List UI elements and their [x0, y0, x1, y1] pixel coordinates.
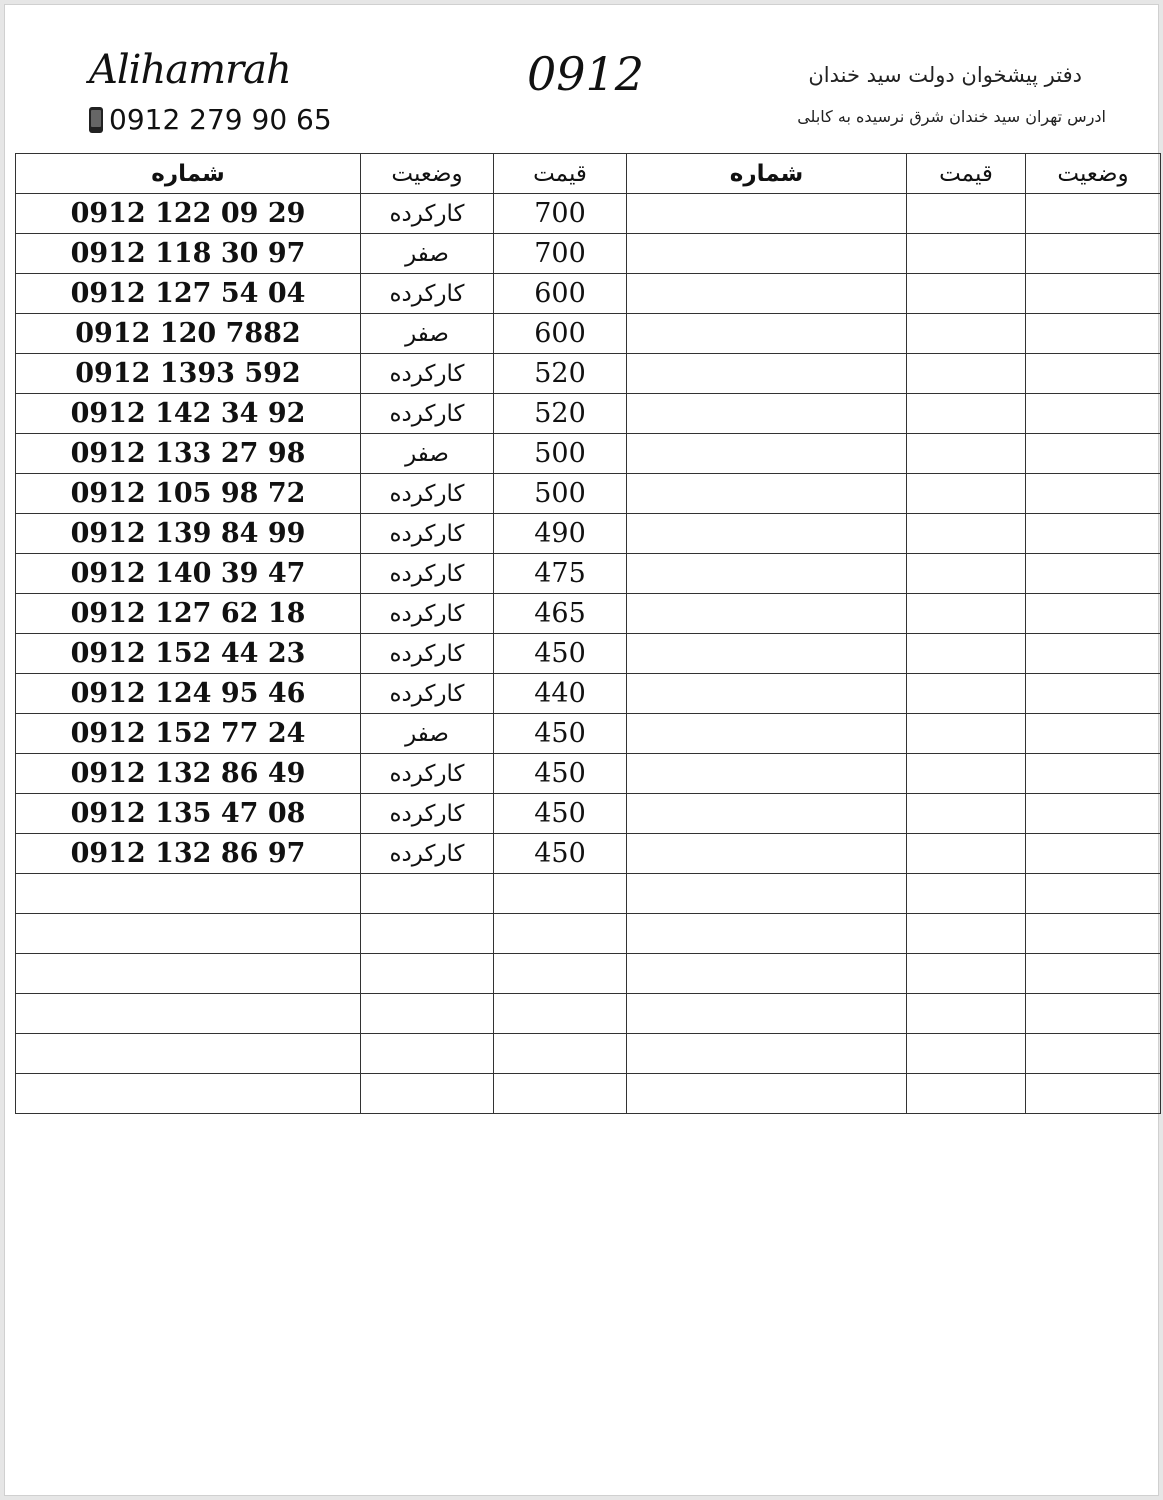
empty-cell	[1026, 594, 1161, 634]
status-cell: صفر	[361, 714, 494, 754]
empty-cell	[16, 994, 361, 1034]
empty-cell	[1026, 554, 1161, 594]
empty-cell	[907, 194, 1026, 234]
empty-cell	[907, 994, 1026, 1034]
empty-cell	[16, 874, 361, 914]
empty-table-row	[16, 1074, 1161, 1114]
price-cell: 700	[494, 194, 627, 234]
empty-cell	[907, 274, 1026, 314]
phone-number-cell: 0912 152 44 23	[16, 634, 361, 674]
phone-number-cell: 0912 133 27 98	[16, 434, 361, 474]
status-cell: صفر	[361, 314, 494, 354]
status-cell: کارکرده	[361, 754, 494, 794]
header-number: شماره	[16, 154, 361, 194]
table-row	[16, 594, 1161, 634]
table-row	[16, 234, 1161, 274]
empty-cell	[16, 914, 361, 954]
header-price: قیمت	[494, 154, 627, 194]
empty-table-row	[16, 994, 1161, 1034]
empty-cell	[627, 714, 907, 754]
mobile-phone-icon	[89, 107, 103, 133]
empty-cell	[907, 914, 1026, 954]
table-row	[16, 674, 1161, 714]
empty-cell	[1026, 874, 1161, 914]
price-cell: 600	[494, 314, 627, 354]
empty-cell	[361, 1034, 494, 1074]
price-cell: 450	[494, 714, 627, 754]
empty-cell	[1026, 354, 1161, 394]
status-cell: کارکرده	[361, 194, 494, 234]
empty-cell	[361, 1074, 494, 1114]
empty-cell	[361, 914, 494, 954]
empty-cell	[627, 234, 907, 274]
empty-cell	[627, 354, 907, 394]
empty-cell	[627, 834, 907, 874]
price-cell: 440	[494, 674, 627, 714]
status-cell: کارکرده	[361, 274, 494, 314]
price-cell: 475	[494, 554, 627, 594]
phone-number-cell: 0912 127 62 18	[16, 594, 361, 634]
header-number-2: شماره	[627, 154, 907, 194]
price-cell: 700	[494, 234, 627, 274]
empty-cell	[627, 1074, 907, 1114]
empty-cell	[907, 234, 1026, 274]
table-row	[16, 474, 1161, 514]
table-row	[16, 794, 1161, 834]
empty-cell	[907, 554, 1026, 594]
empty-cell	[627, 674, 907, 714]
empty-cell	[1026, 754, 1161, 794]
price-cell: 520	[494, 354, 627, 394]
empty-cell	[1026, 394, 1161, 434]
empty-table-row	[16, 954, 1161, 994]
empty-cell	[627, 514, 907, 554]
table-row	[16, 514, 1161, 554]
empty-cell	[907, 674, 1026, 714]
empty-table-row	[16, 1034, 1161, 1074]
status-cell: کارکرده	[361, 514, 494, 554]
empty-cell	[494, 874, 627, 914]
numbers-table	[15, 153, 1161, 1114]
empty-cell	[627, 394, 907, 434]
empty-cell	[907, 754, 1026, 794]
empty-cell	[16, 1034, 361, 1074]
contact-phone	[89, 103, 332, 136]
empty-cell	[907, 394, 1026, 434]
table-row	[16, 194, 1161, 234]
phone-number-cell: 0912 124 95 46	[16, 674, 361, 714]
empty-cell	[907, 594, 1026, 634]
empty-cell	[627, 594, 907, 634]
empty-cell	[1026, 994, 1161, 1034]
status-cell: کارکرده	[361, 354, 494, 394]
empty-cell	[1026, 714, 1161, 754]
empty-cell	[1026, 1074, 1161, 1114]
phone-number-cell: 0912 142 34 92	[16, 394, 361, 434]
phone-number-cell: 0912 135 47 08	[16, 794, 361, 834]
prefix-title: 0912	[527, 47, 645, 101]
price-cell: 450	[494, 794, 627, 834]
empty-cell	[1026, 194, 1161, 234]
table-row	[16, 754, 1161, 794]
price-cell: 520	[494, 394, 627, 434]
price-cell: 450	[494, 834, 627, 874]
empty-cell	[907, 434, 1026, 474]
price-cell: 490	[494, 514, 627, 554]
status-cell: صفر	[361, 434, 494, 474]
table-row	[16, 554, 1161, 594]
status-cell: کارکرده	[361, 634, 494, 674]
empty-cell	[494, 914, 627, 954]
phone-number-cell: 0912 152 77 24	[16, 714, 361, 754]
office-name: دفتر پیشخوان دولت سید خندان	[808, 63, 1082, 87]
status-cell: کارکرده	[361, 394, 494, 434]
status-cell: کارکرده	[361, 594, 494, 634]
empty-cell	[16, 954, 361, 994]
empty-cell	[627, 434, 907, 474]
price-cell: 500	[494, 474, 627, 514]
price-cell: 465	[494, 594, 627, 634]
empty-cell	[907, 1034, 1026, 1074]
empty-cell	[1026, 514, 1161, 554]
empty-cell	[494, 1034, 627, 1074]
empty-cell	[1026, 434, 1161, 474]
phone-number-cell: 0912 127 54 04	[16, 274, 361, 314]
empty-cell	[627, 274, 907, 314]
empty-cell	[361, 994, 494, 1034]
empty-cell	[627, 754, 907, 794]
phone-number-cell: 0912 118 30 97	[16, 234, 361, 274]
empty-cell	[627, 874, 907, 914]
empty-cell	[907, 354, 1026, 394]
empty-cell	[907, 1074, 1026, 1114]
status-cell: کارکرده	[361, 834, 494, 874]
empty-cell	[907, 634, 1026, 674]
header-price-2: قیمت	[907, 154, 1026, 194]
phone-number-cell: 0912 132 86 97	[16, 834, 361, 874]
phone-number-cell: 0912 140 39 47	[16, 554, 361, 594]
office-address: ادرس تهران سید خندان شرق نرسیده به کابلی	[797, 107, 1106, 126]
price-cell: 600	[494, 274, 627, 314]
empty-cell	[627, 794, 907, 834]
empty-cell	[907, 874, 1026, 914]
price-cell: 450	[494, 634, 627, 674]
empty-cell	[627, 634, 907, 674]
phone-number-cell: 0912 122 09 29	[16, 194, 361, 234]
empty-cell	[1026, 834, 1161, 874]
contact-phone-number: 0912 279 90 65	[109, 103, 332, 136]
table-header-row	[16, 154, 1161, 194]
empty-cell	[1026, 954, 1161, 994]
empty-table-row	[16, 874, 1161, 914]
phone-number-cell: 0912 1393 592	[16, 354, 361, 394]
status-cell: صفر	[361, 234, 494, 274]
empty-cell	[907, 834, 1026, 874]
empty-cell	[907, 514, 1026, 554]
empty-cell	[627, 554, 907, 594]
empty-cell	[494, 954, 627, 994]
price-cell: 450	[494, 754, 627, 794]
status-cell: کارکرده	[361, 474, 494, 514]
phone-number-cell: 0912 120 7882	[16, 314, 361, 354]
table-row	[16, 354, 1161, 394]
empty-cell	[1026, 234, 1161, 274]
empty-cell	[907, 794, 1026, 834]
phone-number-cell: 0912 139 84 99	[16, 514, 361, 554]
empty-cell	[627, 314, 907, 354]
empty-cell	[907, 474, 1026, 514]
empty-cell	[361, 954, 494, 994]
status-cell: کارکرده	[361, 794, 494, 834]
empty-cell	[627, 914, 907, 954]
empty-cell	[494, 1074, 627, 1114]
empty-cell	[627, 954, 907, 994]
empty-cell	[1026, 1034, 1161, 1074]
table-row	[16, 434, 1161, 474]
empty-cell	[1026, 274, 1161, 314]
brand-signature: Alihamrah	[89, 47, 291, 93]
empty-cell	[627, 1034, 907, 1074]
status-cell: کارکرده	[361, 554, 494, 594]
table-row	[16, 834, 1161, 874]
empty-cell	[1026, 674, 1161, 714]
empty-cell	[16, 1074, 361, 1114]
table-row	[16, 314, 1161, 354]
header-status-2: وضعیت	[1026, 154, 1161, 194]
empty-cell	[494, 994, 627, 1034]
table-row	[16, 634, 1161, 674]
empty-cell	[1026, 634, 1161, 674]
status-cell: کارکرده	[361, 674, 494, 714]
empty-cell	[1026, 794, 1161, 834]
header-status: وضعیت	[361, 154, 494, 194]
empty-cell	[907, 954, 1026, 994]
empty-cell	[1026, 914, 1161, 954]
table-row	[16, 714, 1161, 754]
empty-cell	[627, 194, 907, 234]
phone-number-cell: 0912 132 86 49	[16, 754, 361, 794]
price-cell: 500	[494, 434, 627, 474]
empty-cell	[627, 474, 907, 514]
document-page	[4, 4, 1159, 1496]
empty-cell	[907, 314, 1026, 354]
table-row	[16, 394, 1161, 434]
empty-cell	[627, 994, 907, 1034]
table-row	[16, 274, 1161, 314]
empty-cell	[1026, 474, 1161, 514]
empty-cell	[1026, 314, 1161, 354]
empty-table-row	[16, 914, 1161, 954]
phone-number-cell: 0912 105 98 72	[16, 474, 361, 514]
empty-cell	[907, 714, 1026, 754]
empty-cell	[361, 874, 494, 914]
